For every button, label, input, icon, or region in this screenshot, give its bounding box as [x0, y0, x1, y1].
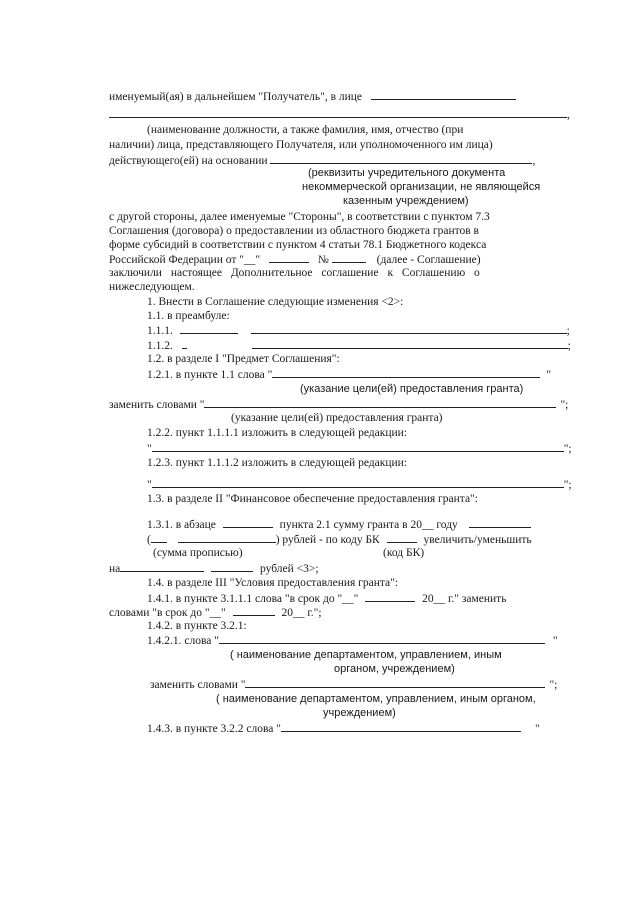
doc-line: заменить словами " ";	[150, 679, 558, 691]
doc-line: 1.2.3. пункт 1.1.1.2 изложить в следующей редакции:	[147, 457, 407, 469]
blank-field	[371, 89, 516, 100]
blank-field	[469, 517, 531, 528]
caption: (реквизиты учредительного документа	[308, 167, 506, 179]
blank-field	[272, 367, 540, 378]
doc-line: действующего(ей) на основании ,	[109, 155, 536, 167]
blank-field	[387, 532, 417, 543]
doc-line: ,	[109, 107, 570, 122]
blank-field	[252, 338, 568, 349]
blank-field	[211, 561, 253, 572]
doc-line: наличии) лица, представляющего Получателя, или уполномоченного им лица)	[109, 139, 493, 151]
doc-line: словами "в срок до "__" 20__ г.";	[109, 607, 322, 619]
blank-field	[182, 338, 187, 349]
doc-line: 1.2.1. в пункте 1.1 слова " "	[147, 369, 552, 381]
doc-line: (наименование должности, а также фамилия, имя, отчество (при	[147, 124, 464, 136]
doc-line: " ";	[147, 479, 572, 491]
doc-line: нижеследующем.	[109, 281, 195, 293]
doc-line: именуемый(ая) в дальнейшем "Получатель", в лице	[109, 89, 516, 104]
doc-line: 1.1. в преамбуле:	[147, 310, 230, 322]
caption: (код БК)	[383, 547, 425, 559]
doc-line: форме субсидий в соответствии с пунктом 4 статьи 78.1 Бюджетного кодекса	[109, 239, 487, 251]
blank-field	[151, 532, 167, 543]
doc-line: 1.4.1. в пункте 3.1.1.1 слова "в срок до "__" 20__ г." заменить	[147, 593, 507, 605]
blank-field	[245, 677, 545, 688]
blank-field	[251, 323, 567, 334]
blank-field	[152, 477, 564, 488]
doc-line: заменить словами " ";	[109, 399, 569, 411]
blank-field	[204, 397, 556, 408]
blank-field	[233, 605, 275, 616]
blank-field	[365, 591, 415, 602]
blank-field	[223, 517, 273, 528]
caption: некоммерческой организации, не являющейся	[302, 181, 541, 193]
doc-line: 1.4.2.1. слова " "	[147, 635, 558, 647]
caption: (указание цели(ей) предоставления гранта)	[300, 383, 524, 395]
doc-line: 1.4. в разделе III "Условия предоставления гранта":	[147, 577, 399, 589]
doc-line: Соглашения (договора) о предоставлении из областного бюджета грантов в	[109, 225, 479, 237]
doc-line: 1.2. в разделе I "Предмет Соглашения":	[147, 353, 340, 365]
blank-field	[281, 721, 521, 732]
doc-line: ( ) рублей - по коду БК увеличить/уменьшить	[147, 534, 532, 546]
doc-line: 1.3. в разделе II "Финансовое обеспечение предоставления гранта":	[147, 493, 478, 505]
blank-field	[269, 252, 309, 263]
caption: (указание цели(ей) предоставления гранта)	[231, 412, 443, 424]
doc-line: 1.4.2. в пункте 3.2.1:	[147, 620, 247, 632]
caption: казенным учреждением)	[343, 195, 469, 207]
doc-line: на рублей <3>;	[109, 563, 319, 575]
caption: (сумма прописью)	[153, 547, 243, 559]
doc-line: 1.2.2. пункт 1.1.1.1 изложить в следующей редакции:	[147, 427, 407, 439]
doc-line: 1. Внести в Соглашение следующие изменения <2>:	[147, 296, 404, 308]
caption: органом, учреждением)	[334, 663, 455, 675]
blank-field	[332, 252, 366, 263]
doc-line: 1.1.1. ;	[147, 325, 570, 337]
doc-line: 1.3.1. в абзаце пункта 2.1 сумму гранта в 20__ году	[147, 517, 531, 532]
caption: учреждением)	[323, 707, 396, 719]
caption: ( наименование департаментом, управлением, иным органом,	[216, 693, 536, 705]
blank-field	[152, 441, 564, 452]
blank-field	[180, 323, 238, 334]
doc-line: заключили настоящее Дополнительное соглашение к Соглашению о	[109, 267, 480, 279]
caption: ( наименование департаментом, управлением, иным	[230, 649, 502, 661]
doc-line: Российской Федерации от "__" № (далее - Соглашение)	[109, 254, 481, 266]
blank-field	[109, 107, 567, 118]
doc-line: с другой стороны, далее именуемые "Стороны", в соответствии с пунктом 7.3	[109, 211, 490, 223]
blank-field	[219, 633, 545, 644]
doc-line: 1.1.2. ;	[147, 340, 571, 352]
blank-field	[178, 532, 276, 543]
blank-field	[270, 153, 532, 164]
blank-field	[120, 561, 204, 572]
doc-line: 1.4.3. в пункте 3.2.2 слова " "	[147, 723, 540, 735]
doc-line: " ";	[147, 443, 572, 455]
